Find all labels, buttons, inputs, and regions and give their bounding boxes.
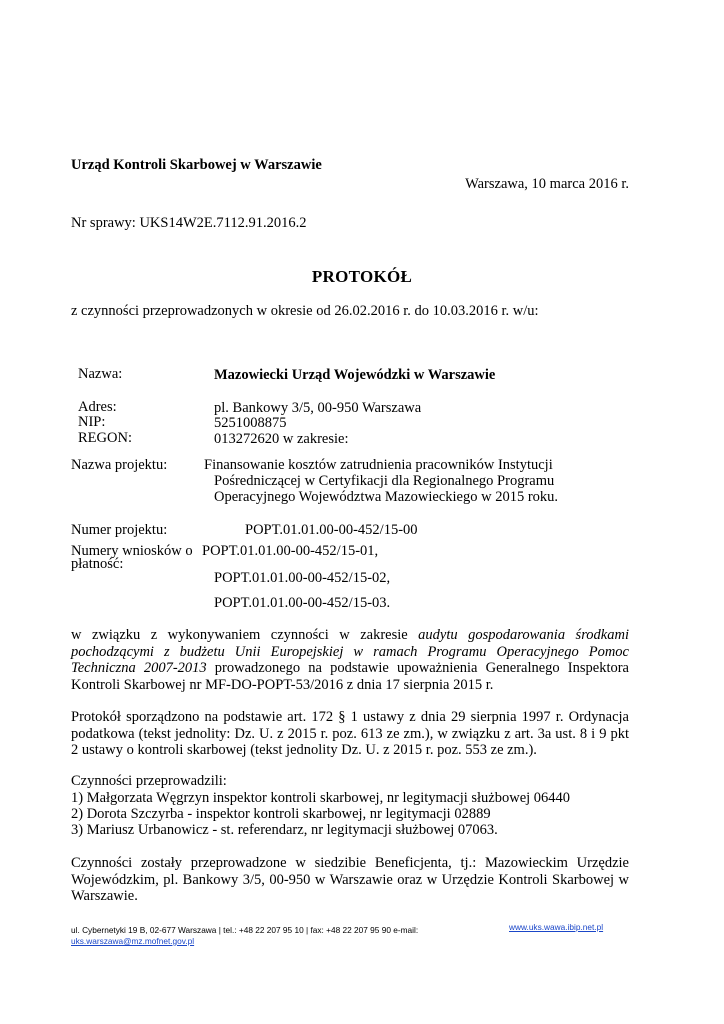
nip-label: NIP: (78, 414, 106, 430)
payment-number: POPT.01.01.00-00-452/15-03. (214, 595, 391, 611)
inspector-item: 3) Mariusz Urbanowicz - st. referendarz, nr legitymacji służbowej 07063. (71, 822, 498, 838)
document-subtitle: z czynności przeprowadzonych w okresie od 26.02.2016 r. do 10.03.2016 r. w/u: (71, 303, 539, 319)
project-name-line: Finansowanie kosztów zatrudnienia pracowników Instytucji (204, 457, 553, 473)
project-number-value: POPT.01.01.00-00-452/15-00 (245, 522, 418, 538)
scope-text: w związku z wykonywaniem czynności w zakresie (71, 627, 419, 643)
project-number-label: Numer projektu: (71, 522, 168, 538)
office-name: Urząd Kontroli Skarbowej w Warszawie (71, 157, 322, 173)
entity-name-value: Mazowiecki Urząd Wojewódzki w Warszawie (214, 367, 496, 383)
inspectors-heading: Czynności przeprowadzili: (71, 773, 227, 789)
location-paragraph: Czynności zostały przeprowadzone w siedzibie Beneficjenta, tj.: Mazowieckim Urzędzie Wojewódzkim, pl. Bankowy 3/5, 00-950 w Warszawie oraz w Urzędzie Kontroli Skarbowej w Warszawie. (71, 855, 629, 904)
project-name-line: Pośredniczącej w Certyfikacji dla Regionalnego Programu (214, 473, 555, 489)
address-label: Adres: (78, 399, 117, 415)
nip-value: 5251008875 (214, 415, 287, 431)
project-name-line: Operacyjnego Województwa Mazowieckiego w 2015 roku. (214, 489, 559, 505)
entity-name-label: Nazwa: (78, 366, 123, 382)
project-name-label: Nazwa projektu: (71, 457, 168, 473)
payment-numbers-label-cont: płatność: (71, 556, 124, 572)
case-number: Nr sprawy: UKS14W2E.7112.91.2016.2 (71, 215, 307, 231)
footer-contact: ul. Cybernetyki 19 B, 02-677 Warszawa | tel.: +48 22 207 95 10 | fax: +48 22 207 95 90 e-mail: (71, 925, 419, 935)
inspector-item: 2) Dorota Szczyrba - inspektor kontroli skarbowej, nr legitymacji 02889 (71, 806, 491, 822)
legal-basis-paragraph: Protokół sporządzono na podstawie art. 172 § 1 ustawy z dnia 29 sierpnia 1997 r. Ordynacja podatkowa (tekst jednolity: Dz. U. z 2015 r. poz. 613 ze zm.), w związku z art. 3a ust. 8 i 9 pkt 2 ustawy o kontroli skarbowej (tekst jednolity Dz. U. z 2015 r. poz. 553 ze zm.). (71, 709, 629, 758)
payment-number: POPT.01.01.00-00-452/15-01, (202, 543, 379, 559)
inspector-item: 1) Małgorzata Węgrzyn inspektor kontroli skarbowej, nr legitymacji służbowej 06440 (71, 790, 571, 806)
footer-email-link[interactable]: uks.warszawa@mz.mofnet.gov.pl (71, 936, 195, 946)
payment-number: POPT.01.01.00-00-452/15-02, (214, 570, 391, 586)
regon-value: 013272620 w zakresie: (214, 431, 349, 447)
scope-text-cont: prowadzonego na podstawie upoważnienia Generalnego Inspektora Kontroli Skarbowej nr MF-DO-POPT-53/2016 z dnia 17 sierpnia 2015 r. (71, 660, 629, 693)
document-title: PROTOKÓŁ (311, 267, 413, 286)
regon-label: REGON: (78, 430, 132, 446)
scope-paragraph (71, 627, 629, 693)
payment-numbers-label: Numery wniosków o (71, 543, 193, 559)
address-value: pl. Bankowy 3/5, 00-950 Warszawa (214, 400, 422, 416)
place-date: Warszawa, 10 marca 2016 r. (465, 176, 629, 192)
footer-website-link[interactable]: www.uks.wawa.ibip.net.pl (509, 922, 604, 932)
audit-scope-italic: audytu gospodarowania środkami pochodzącymi z budżetu Unii Europejskiej w ramach Programu Operacyjnego Pomoc Techniczna 2007-2013 (71, 627, 629, 676)
